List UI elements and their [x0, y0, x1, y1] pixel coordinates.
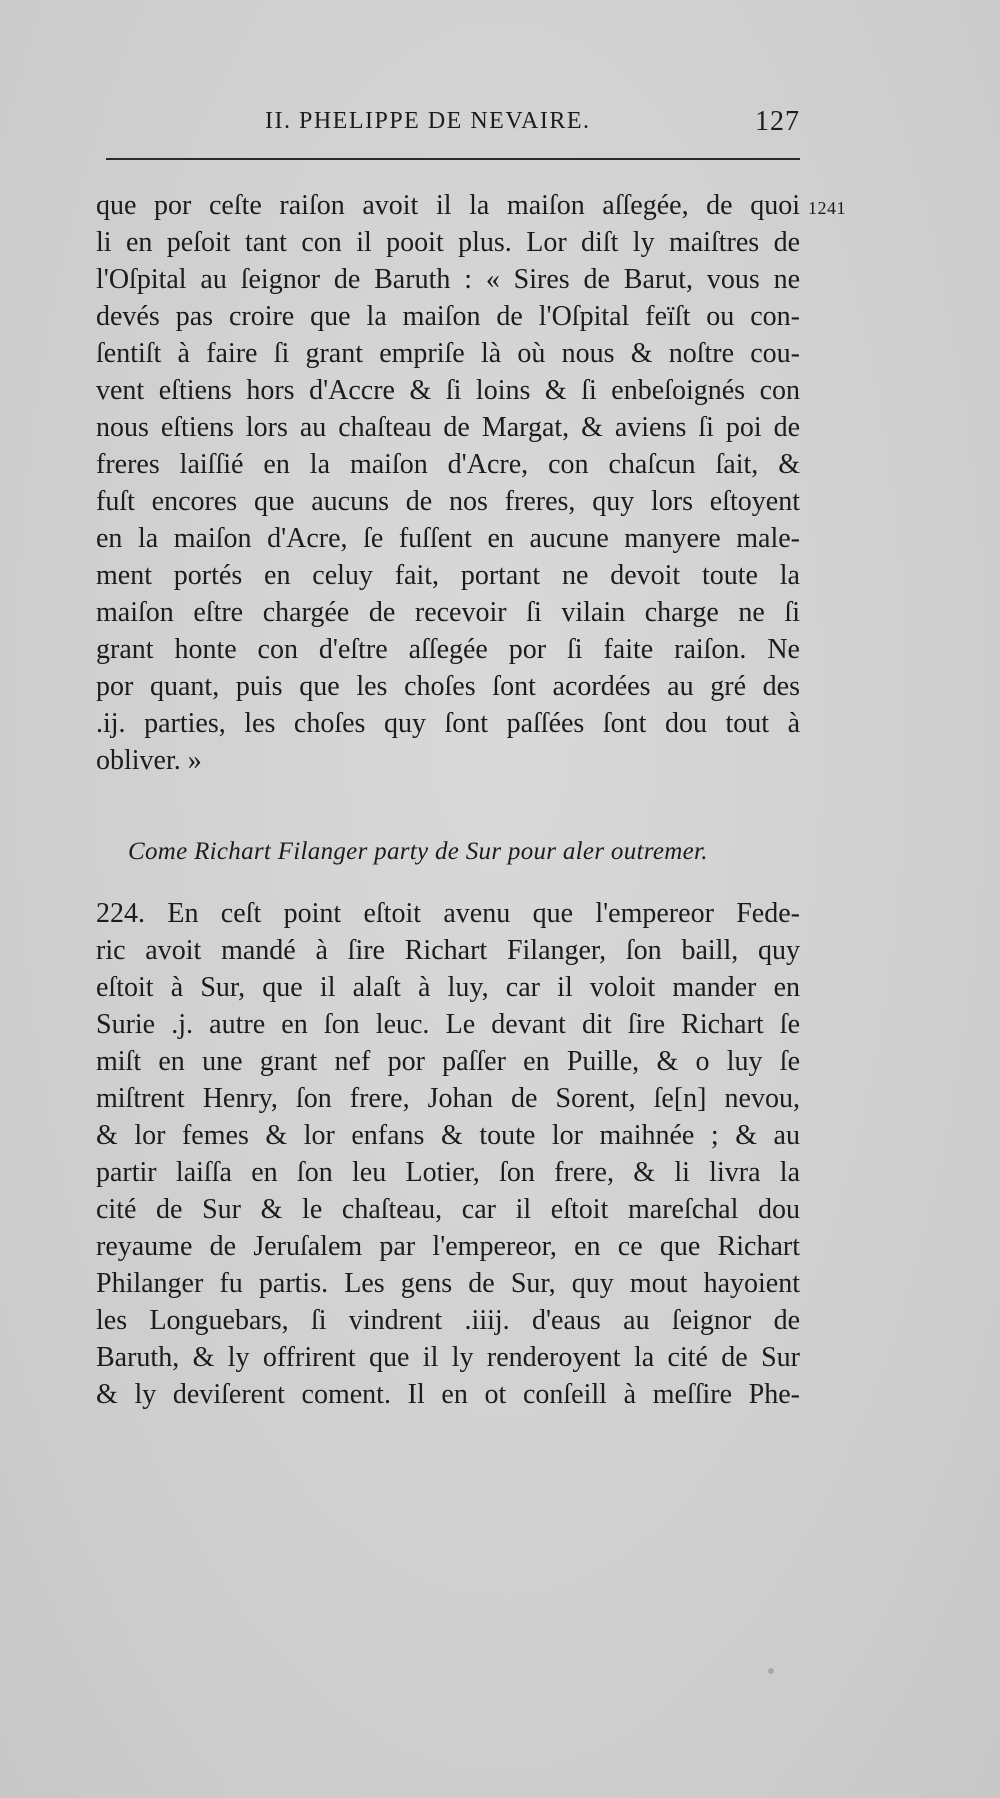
section-heading: Come Richart Filanger party de Sur pour aler outremer.: [128, 838, 708, 865]
text-line: maiſon eſtre chargée de recevoir ſi vilain charge ne ſi: [96, 597, 800, 628]
text-line: ric avoit mandé à ſire Richart Filanger, ſon baill, quy: [96, 935, 800, 966]
text-line: li en peſoit tant con il pooit plus. Lor diſt ly maiſtres de: [96, 227, 800, 258]
text-line: partir laiſſa en ſon leu Lotier, ſon frere, & li livra la: [96, 1157, 800, 1188]
text-line: reyaume de Jeruſalem par l'empereor, en ce que Richart: [96, 1231, 800, 1262]
text-line: grant honte con d'eſtre aſſegée por ſi faite raiſon. Ne: [96, 634, 800, 665]
text-line: nous eſtiens lors au chaſteau de Margat, & aviens ſi poi de: [96, 412, 800, 443]
text-line: ment portés en celuy fait, portant ne devoit toute la: [96, 560, 800, 591]
text-line: vent eſtiens hors d'Accre & ſi loins & ſi enbeſoignés con: [96, 375, 800, 406]
text-line: en la maiſon d'Acre, ſe fuſſent en aucune manyere male-: [96, 523, 800, 554]
text-line: l'Oſpital au ſeignor de Baruth : « Sires de Barut, vous ne: [96, 264, 800, 295]
text-line: Baruth, & ly offrirent que il ly renderoyent la cité de Sur: [96, 1342, 800, 1373]
margin-year-note: 1241: [808, 198, 846, 218]
text-line: & ly deviſerent coment. Il en ot conſeill à meſſire Phe-: [96, 1379, 800, 1410]
text-line: cité de Sur & le chaſteau, car il eſtoit mareſchal dou: [96, 1194, 800, 1225]
text-line: Philanger fu partis. Les gens de Sur, quy mout hayoient: [96, 1268, 800, 1299]
text-line: 224. En ceſt point eſtoit avenu que l'empereor Fede-: [96, 898, 800, 929]
text-line: por quant, puis que les choſes ſont acordées au gré des: [96, 671, 800, 702]
text-line: les Longuebars, ſi vindrent .iiij. d'eaus au ſeignor de: [96, 1305, 800, 1336]
page-number: 127: [755, 106, 800, 137]
text-line: & lor femes & lor enfans & toute lor maihnée ; & au: [96, 1120, 800, 1151]
text-line: que por ceſte raiſon avoit il la maiſon aſſegée, de quoi: [96, 190, 800, 221]
paragraph-2: [96, 895, 800, 1413]
paragraph-1: [96, 187, 800, 779]
text-line: Surie .j. autre en ſon leuc. Le devant dit ſire Richart ſe: [96, 1009, 800, 1040]
text-line: miſt en une grant nef por paſſer en Puille, & o luy ſe: [96, 1046, 800, 1077]
text-line: eſtoit à Sur, que il alaſt à luy, car il voloit mander en: [96, 972, 800, 1003]
text-line: .ij. parties, les choſes quy ſont paſſées ſont dou tout à: [96, 708, 800, 739]
header-rule: [106, 158, 800, 160]
text-line: miſtrent Henry, ſon frere, Johan de Sorent, ſe[n] nevou,: [96, 1083, 800, 1114]
text-line: devés pas croire que la maiſon de l'Oſpital feïſt ou con-: [96, 301, 800, 332]
paper-speck: [768, 1668, 774, 1674]
text-line: obliver. »: [96, 745, 202, 776]
text-line: fuſt encores que aucuns de nos freres, quy lors eſtoyent: [96, 486, 800, 517]
running-title: II. PHELIPPE DE NEVAIRE.: [265, 108, 591, 134]
text-line: ſentiſt à faire ſi grant empriſe là où nous & noſtre cou-: [96, 338, 800, 369]
text-line: freres laiſſié en la maiſon d'Acre, con chaſcun ſait, &: [96, 449, 800, 480]
